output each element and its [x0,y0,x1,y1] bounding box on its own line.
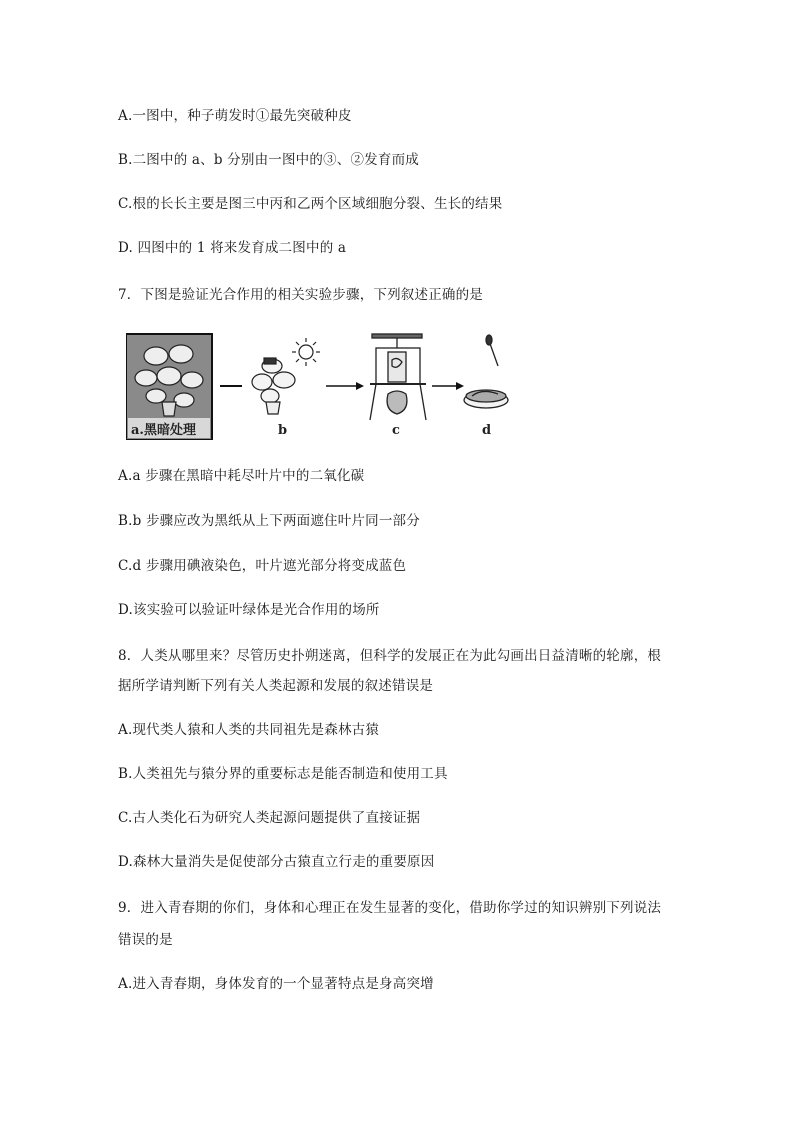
q9-stem-line-2: 错误的是 [118,932,173,948]
q7-stem: 7．下图是验证光合作用的相关实验步骤，下列叙述正确的是 [118,287,483,303]
q8-option-a: A.现代类人猿和人类的共同祖先是森林古猿 [118,722,380,738]
q8-option-c: C.古人类化石为研究人类起源问题提供了直接证据 [118,810,421,826]
arrow-b-to-c [326,382,364,390]
q7-option-d: D.该实验可以验证叶绿体是光合作用的场所 [118,602,380,618]
q7-option-a: A.a 步骤在黑暗中耗尽叶片中的二氧化碳 [118,468,365,484]
q6-option-b: B.二图中的 a、b 分别由一图中的③、②发育而成 [118,152,419,168]
step-b-label: b [278,423,288,438]
q9-stem-line-1: 9．进入青春期的你们，身体和心理正在发生显著的变化，借助你学过的知识辨别下列说法 [118,900,662,916]
step-a-label: a.黑暗处理 [131,423,196,438]
q9-option-a: A.进入青春期，身体发育的一个显著特点是身高突增 [118,976,434,992]
q6-option-d: D. 四图中的 1 将来发育成二图中的 a [118,240,347,256]
step-c-alcohol-bath [370,334,426,438]
q8-stem-line-1: 8．人类从哪里来？尽管历史扑朔迷离，但科学的发展正在为此勾画出日益清晰的轮廓，根 [118,648,662,664]
step-d-iodine-staining [464,335,508,438]
q7-option-c: C.d 步骤用碘液染色，叶片遮光部分将变成蓝色 [118,558,407,574]
q6-option-a: A.一图中，种子萌发时①最先突破种皮 [118,108,352,124]
q8-option-d: D.森林大量消失是促使部分古猿直立行走的重要原因 [118,854,435,870]
step-d-label: d [482,423,492,438]
step-c-label: c [392,423,400,438]
photosynthesis-experiment-figure [126,330,512,440]
q6-option-c: C.根的长长主要是图三中丙和乙两个区域细胞分裂、生长的结果 [118,196,503,212]
q7-option-b: B.b 步骤应改为黑纸从上下两面遮住叶片同一部分 [118,513,420,529]
q8-option-b: B.人类祖先与猿分界的重要标志是能否制造和使用工具 [118,766,448,782]
arrow-c-to-d [432,382,464,390]
q8-stem-line-2: 据所学请判断下列有关人类起源和发展的叙述错误是 [118,678,434,694]
step-b-light-exposure [252,338,320,438]
step-a-dark-treatment [126,334,212,440]
